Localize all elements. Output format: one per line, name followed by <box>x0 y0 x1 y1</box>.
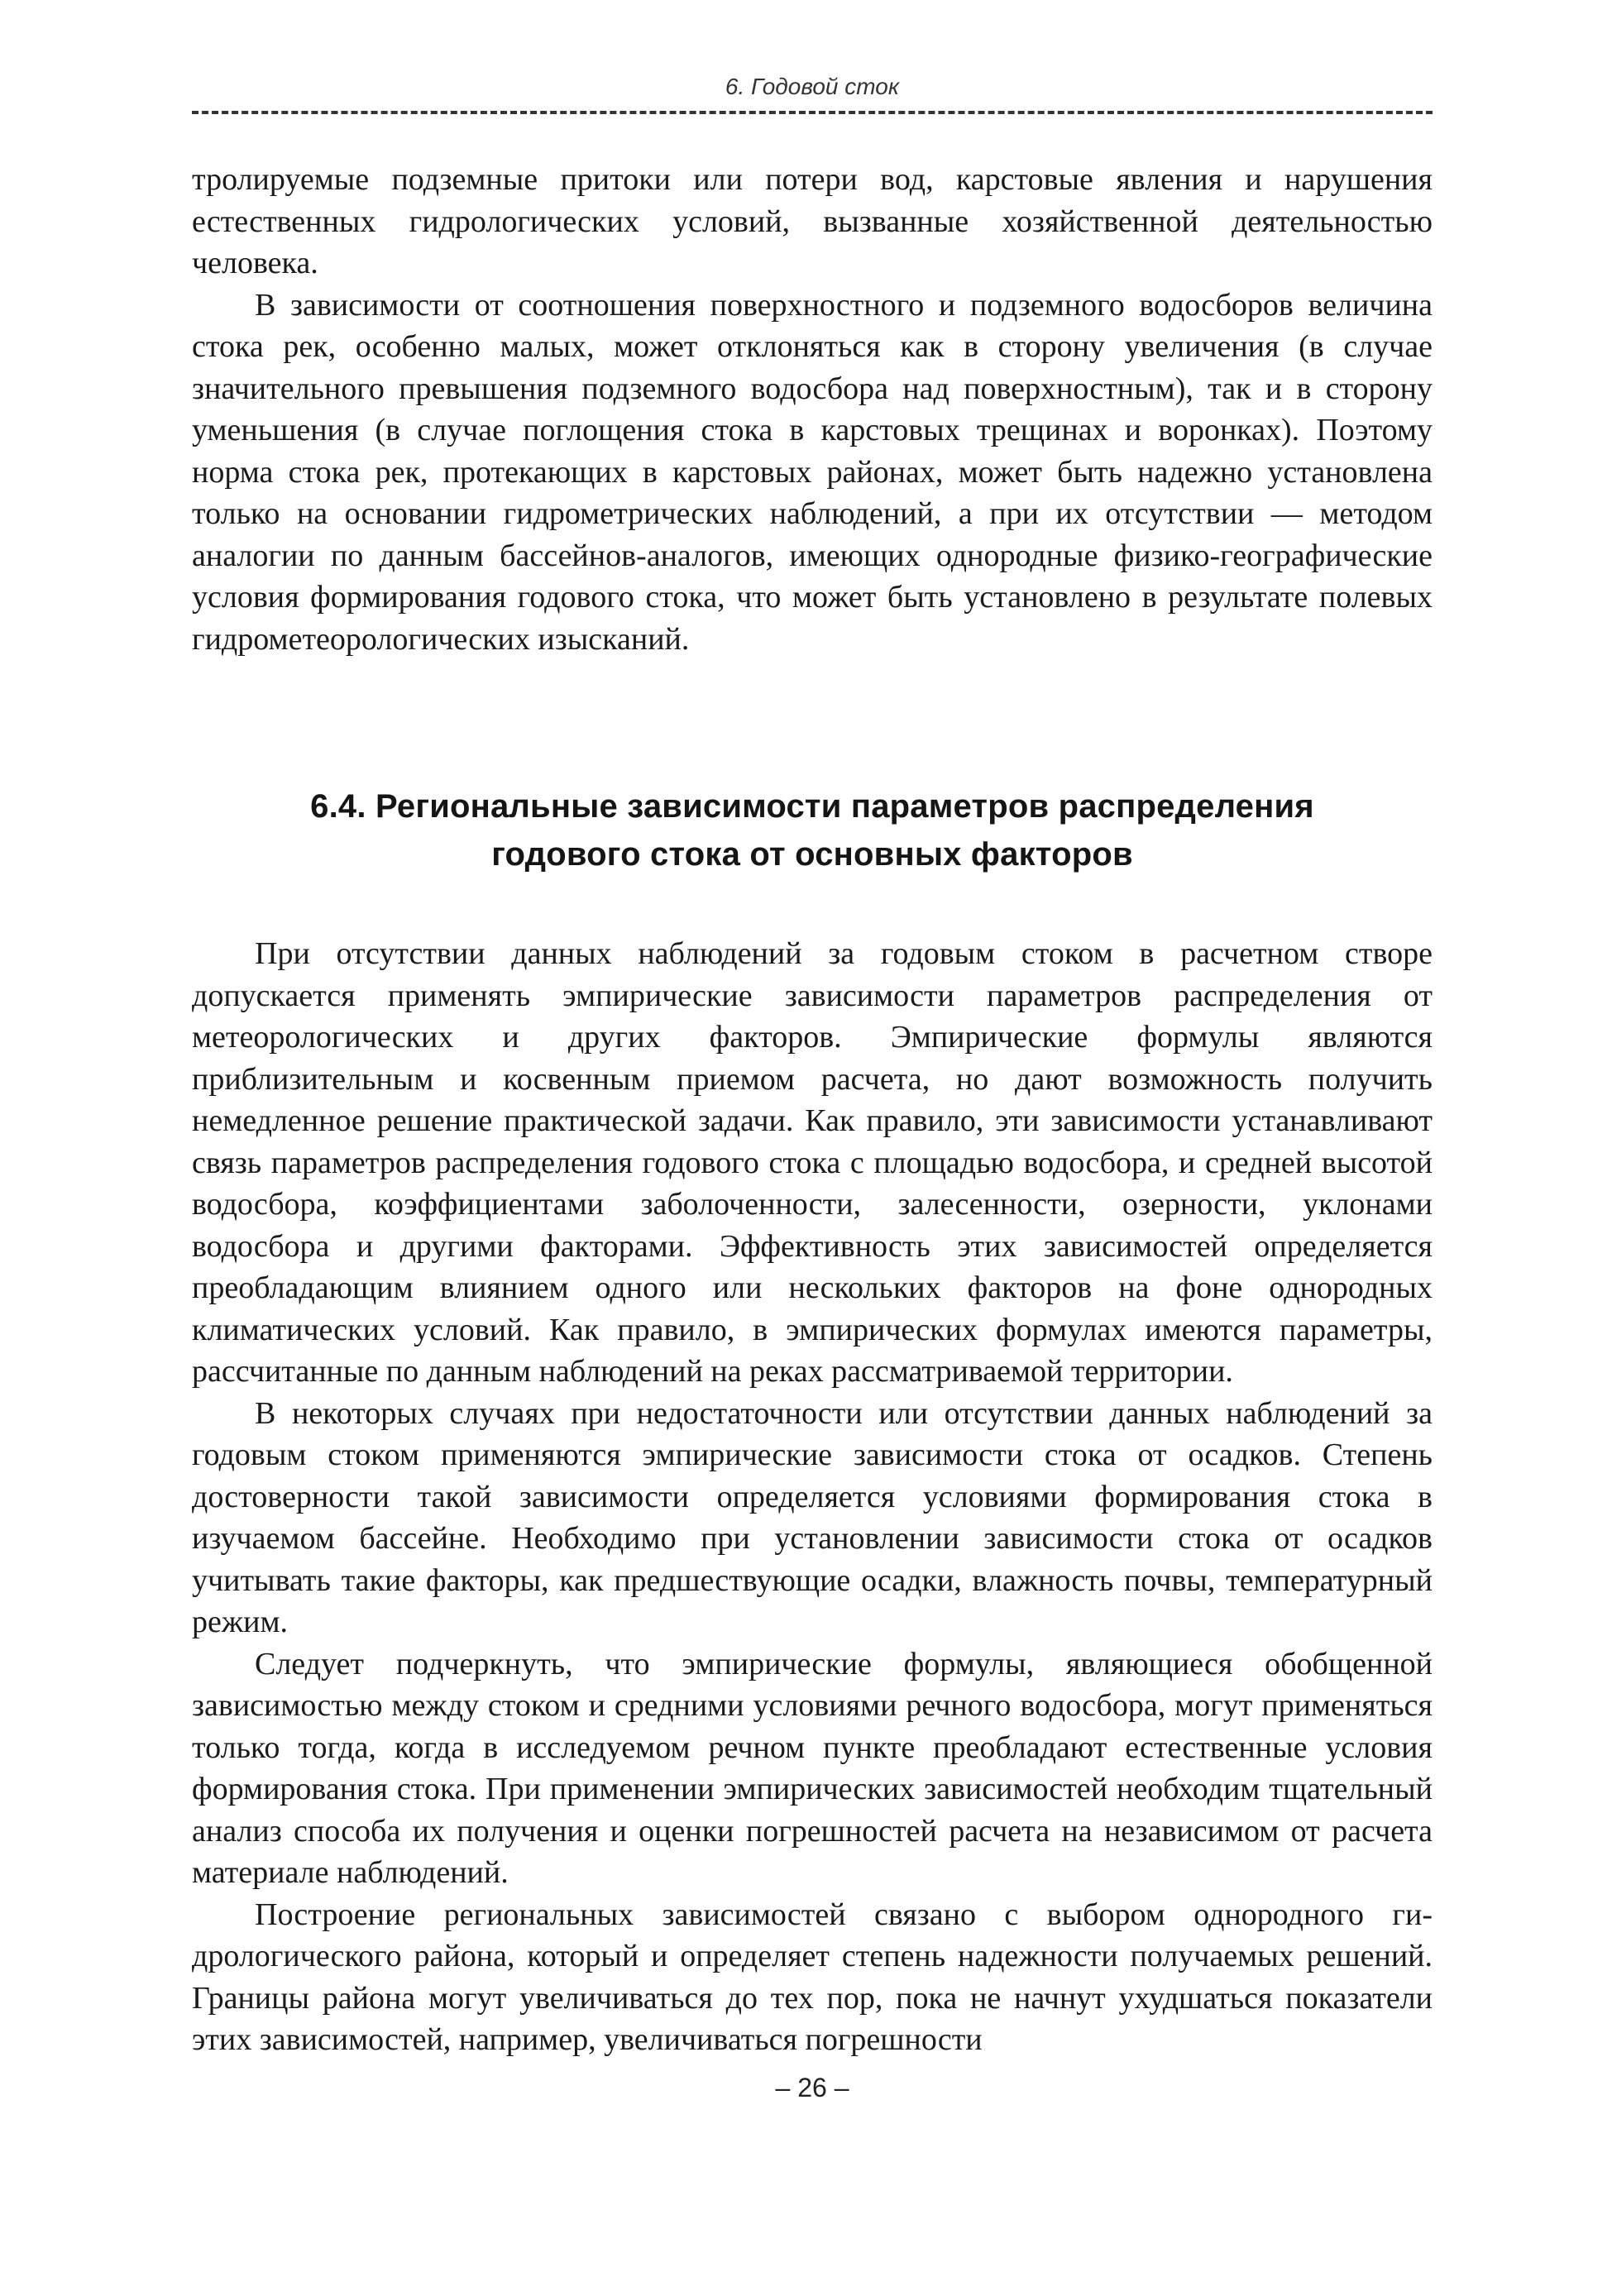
continued-text-block <box>192 159 1433 660</box>
section-heading-line-2: годового стока от основных факторов <box>491 836 1133 873</box>
section-heading-line-1: 6.4. Региональные зависимости параметров распределения <box>310 788 1314 825</box>
header-dashed-rule <box>192 111 1433 114</box>
page-number: – 26 – <box>775 2073 849 2102</box>
paragraph: Следует подчеркнуть, что эмпирические формулы, являющиеся обобщенной зависимостью между стоком и средними условиями речного водосбора, могут применяться только тогда, когда в исследуемом речном пункте преобладают естественные условия формирования стока. При применении эмпирических зависимостей необходим тщательный анализ способа их получения и оценки погрешностей расчета на независимом от расчета материале наблюдений. <box>192 1646 1433 1890</box>
paragraph-continued: тролируемые подземные притоки или потери вод, карстовые явления и нарушения естественных гидрологических условий, вызванные хозяйственной деятельностью человека. <box>192 162 1433 280</box>
paragraph: При отсутствии данных наблюдений за годовым стоком в расчетном створе допускается применять эмпирические зависимости параметров распределения от метеорологических и других факторов. Эмпирические формулы являются приблизительным и косвенным приемом расчета, но дают возможность получить немедленное решение практической задачи. Как правило, эти зависимости устанавливают связь параметров распределения годового стока с площадью водосбора, и средней высотой водосбора, коэффициентами заболоченности, залесенности, озерности, уклонами водосбора и другими факторами. Эффективность этих зависимостей определяется преобладающим влиянием одного или нескольких факторов на фоне однородных климатических условий. Как правило, в эмпирических формулах имеются параметры, рассчитанные по данным наблюдений на реках рассматриваемой территории. <box>192 936 1433 1389</box>
section-body <box>192 933 1433 2061</box>
paragraph: Построение региональных зависимостей связано с выбором однородного гидрологического района, который и определяет степень надежности получаемых решений. Границы района могут увеличиваться до тех пор, пока не начнут ухудшаться показатели этих зависимостей, например, увеличиваться погрешности <box>192 1897 1433 2057</box>
paragraph: В некоторых случаях при недостаточности или отсутствии данных наблюдений за годовым стоком применяются эмпирические зависимости стока от осадков. Степень достоверности такой зависимости определяется условиями формирования стока в изучаемом бассейне. Необходимо при установлении зависимости стока от осадков учитывать такие факторы, как предшествующие осадки, влажность почвы, температурный режим. <box>192 1395 1433 1639</box>
running-header: 6. Годовой сток <box>725 74 900 99</box>
section-heading <box>192 782 1433 878</box>
paragraph: В зависимости от соотношения поверхностного и подземного водосборов величина стока рек, особенно малых, может отклоняться как в сторону увеличения (в случае значительного превышения подземного водосбора над поверхностным), так и в сторону уменьшения (в случае поглощения стока в карстовых трещинах и воронках). Поэтому норма стока рек, протекающих в карстовых районах, может быть надежно установлена только на основании гидрометрических наблюдений, а при их отсутствии — методом аналогии по данным бассейнов-аналогов, имеющих однородные физико-географические условия формирования годового стока, что может быть установлено в результате полевых гидрометеорологических изысканий. <box>192 287 1433 657</box>
